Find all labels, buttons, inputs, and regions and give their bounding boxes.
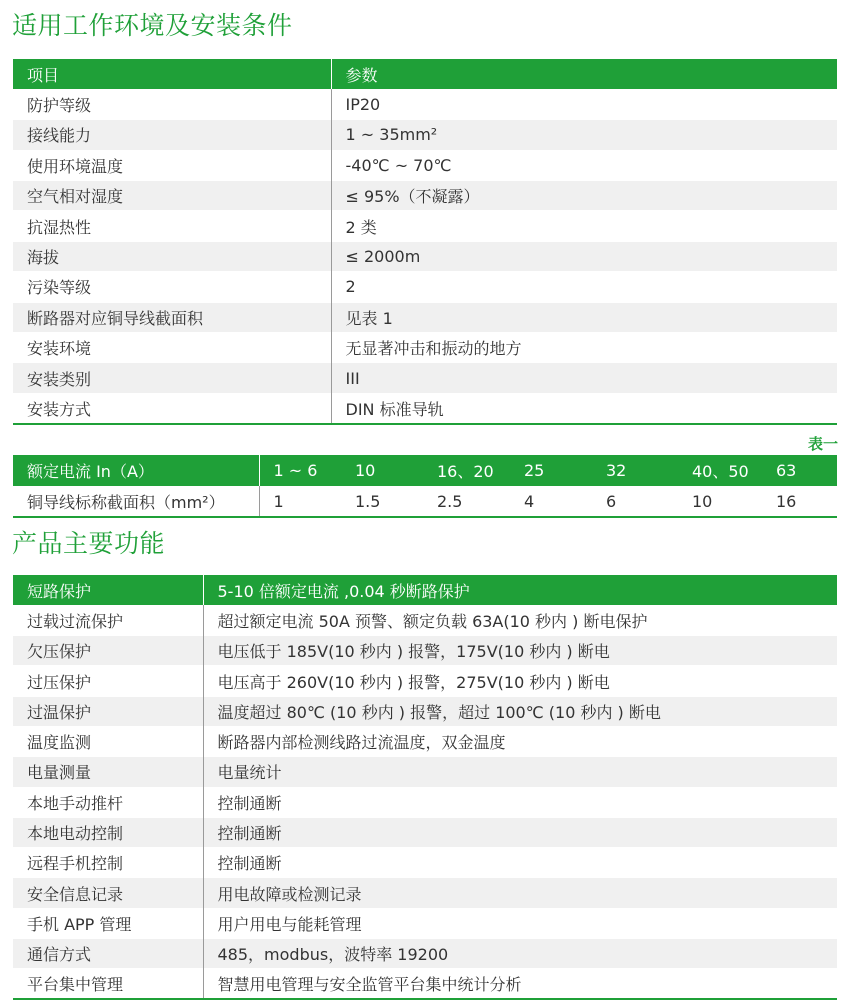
rated-current-value: 1 ~ 6	[259, 455, 345, 486]
row-label: 安装方式	[13, 393, 331, 423]
row-value: 485，modbus，波特率 19200	[203, 939, 837, 969]
table-row	[13, 726, 837, 756]
rated-current-value: 10	[345, 455, 427, 486]
table-row	[13, 636, 837, 666]
header-function: 短路保护	[13, 575, 203, 605]
row-label: 本地手动推杆	[13, 787, 203, 817]
row-value: 电压高于 260V(10 秒内 ) 报警，275V(10 秒内 ) 断电	[203, 666, 837, 696]
row-label: 污染等级	[13, 272, 331, 302]
row-value: 1 ~ 35mm²	[331, 120, 837, 150]
wire-area-label	[13, 486, 259, 517]
row-value: 用电故障或检测记录	[203, 878, 837, 908]
table-row	[13, 333, 837, 363]
functions-table	[13, 575, 837, 1000]
row-value: 超过额定电流 50A 预警、额定负载 63A(10 秒内 ) 断电保护	[203, 605, 837, 635]
row-value: 控制通断	[203, 848, 837, 878]
table-row	[13, 120, 837, 150]
row-value: 电压低于 185V(10 秒内 ) 报警，175V(10 秒内 ) 断电	[203, 636, 837, 666]
table-row	[13, 272, 837, 302]
section-title-functions: 产品主要功能	[12, 529, 166, 558]
row-value: 智慧用电管理与安全监管平台集中统计分析	[203, 969, 837, 999]
row-label: 通信方式	[13, 939, 203, 969]
wire-area-value: 6	[596, 486, 682, 517]
table-row	[13, 939, 837, 969]
table-row	[13, 181, 837, 211]
rated-current-label: 额定电流 In（A）	[13, 455, 259, 486]
table-row	[13, 878, 837, 908]
row-label: 过温保护	[13, 696, 203, 726]
table-row	[13, 605, 837, 635]
row-value: III	[331, 363, 837, 393]
row-label: 海拔	[13, 241, 331, 271]
row-value: 2 类	[331, 211, 837, 241]
row-value: ≤ 95%（不凝露）	[331, 181, 837, 211]
row-label: 欠压保护	[13, 636, 203, 666]
row-value: DIN 标准导轨	[331, 393, 837, 423]
table-row	[13, 696, 837, 726]
table-row	[13, 363, 837, 393]
row-label: 过载过流保护	[13, 605, 203, 635]
row-value: ≤ 2000m	[331, 241, 837, 271]
rated-current-value: 16、20	[427, 455, 514, 486]
table-row	[13, 241, 837, 271]
table-header	[13, 575, 837, 605]
wire-area-value: 2.5	[427, 486, 514, 517]
wire-size-table	[13, 455, 837, 518]
row-value: 用户用电与能耗管理	[203, 908, 837, 938]
table-header	[13, 59, 837, 89]
table-row	[13, 848, 837, 878]
row-value: 控制通断	[203, 817, 837, 847]
header-description: 5-10 倍额定电流 ,0.04 秒断路保护	[203, 575, 837, 605]
row-label: 远程手机控制	[13, 848, 203, 878]
table-row	[13, 486, 837, 517]
row-label: 平台集中管理	[13, 969, 203, 999]
table-row	[13, 302, 837, 332]
row-label: 使用环境温度	[13, 150, 331, 180]
row-value: 断路器内部检测线路过流温度，双金温度	[203, 726, 837, 756]
row-label: 过压保护	[13, 666, 203, 696]
table-row	[13, 757, 837, 787]
wire-area-value: 1	[259, 486, 345, 517]
rated-current-value: 40、50	[682, 455, 766, 486]
row-value: -40℃ ~ 70℃	[331, 150, 837, 180]
row-label: 本地电动控制	[13, 817, 203, 847]
wire-area-value: 4	[514, 486, 596, 517]
row-value: 控制通断	[203, 787, 837, 817]
table-row	[13, 89, 837, 119]
row-value: 电量统计	[203, 757, 837, 787]
row-value: 无显著冲击和振动的地方	[331, 333, 837, 363]
wire-area-label-text: 铜导线标称截面积（mm²）	[27, 492, 225, 512]
table-row	[13, 969, 837, 999]
row-value: 温度超过 80℃ (10 秒内 ) 报警，超过 100℃ (10 秒内 ) 断电	[203, 696, 837, 726]
rated-current-value: 32	[596, 455, 682, 486]
environment-table	[13, 59, 837, 425]
row-label: 安全信息记录	[13, 878, 203, 908]
section-title-environment: 适用工作环境及安装条件	[12, 11, 293, 40]
row-label: 抗湿热性	[13, 211, 331, 241]
table-row	[13, 211, 837, 241]
wire-area-value: 10	[682, 486, 766, 517]
wire-area-value: 16	[766, 486, 837, 517]
row-label: 电量测量	[13, 757, 203, 787]
table-row	[13, 787, 837, 817]
header-item: 项目	[13, 59, 331, 89]
row-value: 见表 1	[331, 302, 837, 332]
row-label: 温度监测	[13, 726, 203, 756]
row-label: 断路器对应铜导线截面积	[13, 302, 331, 332]
row-label: 安装类别	[13, 363, 331, 393]
table-header	[13, 455, 837, 486]
table-row	[13, 150, 837, 180]
table-row	[13, 817, 837, 847]
table-note: 表一	[807, 435, 838, 453]
row-value: 2	[331, 272, 837, 302]
rated-current-value: 63	[766, 455, 837, 486]
wire-area-value: 1.5	[345, 486, 427, 517]
header-param: 参数	[331, 59, 837, 89]
row-label: 空气相对湿度	[13, 181, 331, 211]
row-label: 接线能力	[13, 120, 331, 150]
rated-current-value: 25	[514, 455, 596, 486]
table-row	[13, 908, 837, 938]
table-row	[13, 666, 837, 696]
row-label: 手机 APP 管理	[13, 908, 203, 938]
row-value: IP20	[331, 89, 837, 119]
row-label: 安装环境	[13, 333, 331, 363]
row-label: 防护等级	[13, 89, 331, 119]
table-row	[13, 393, 837, 423]
